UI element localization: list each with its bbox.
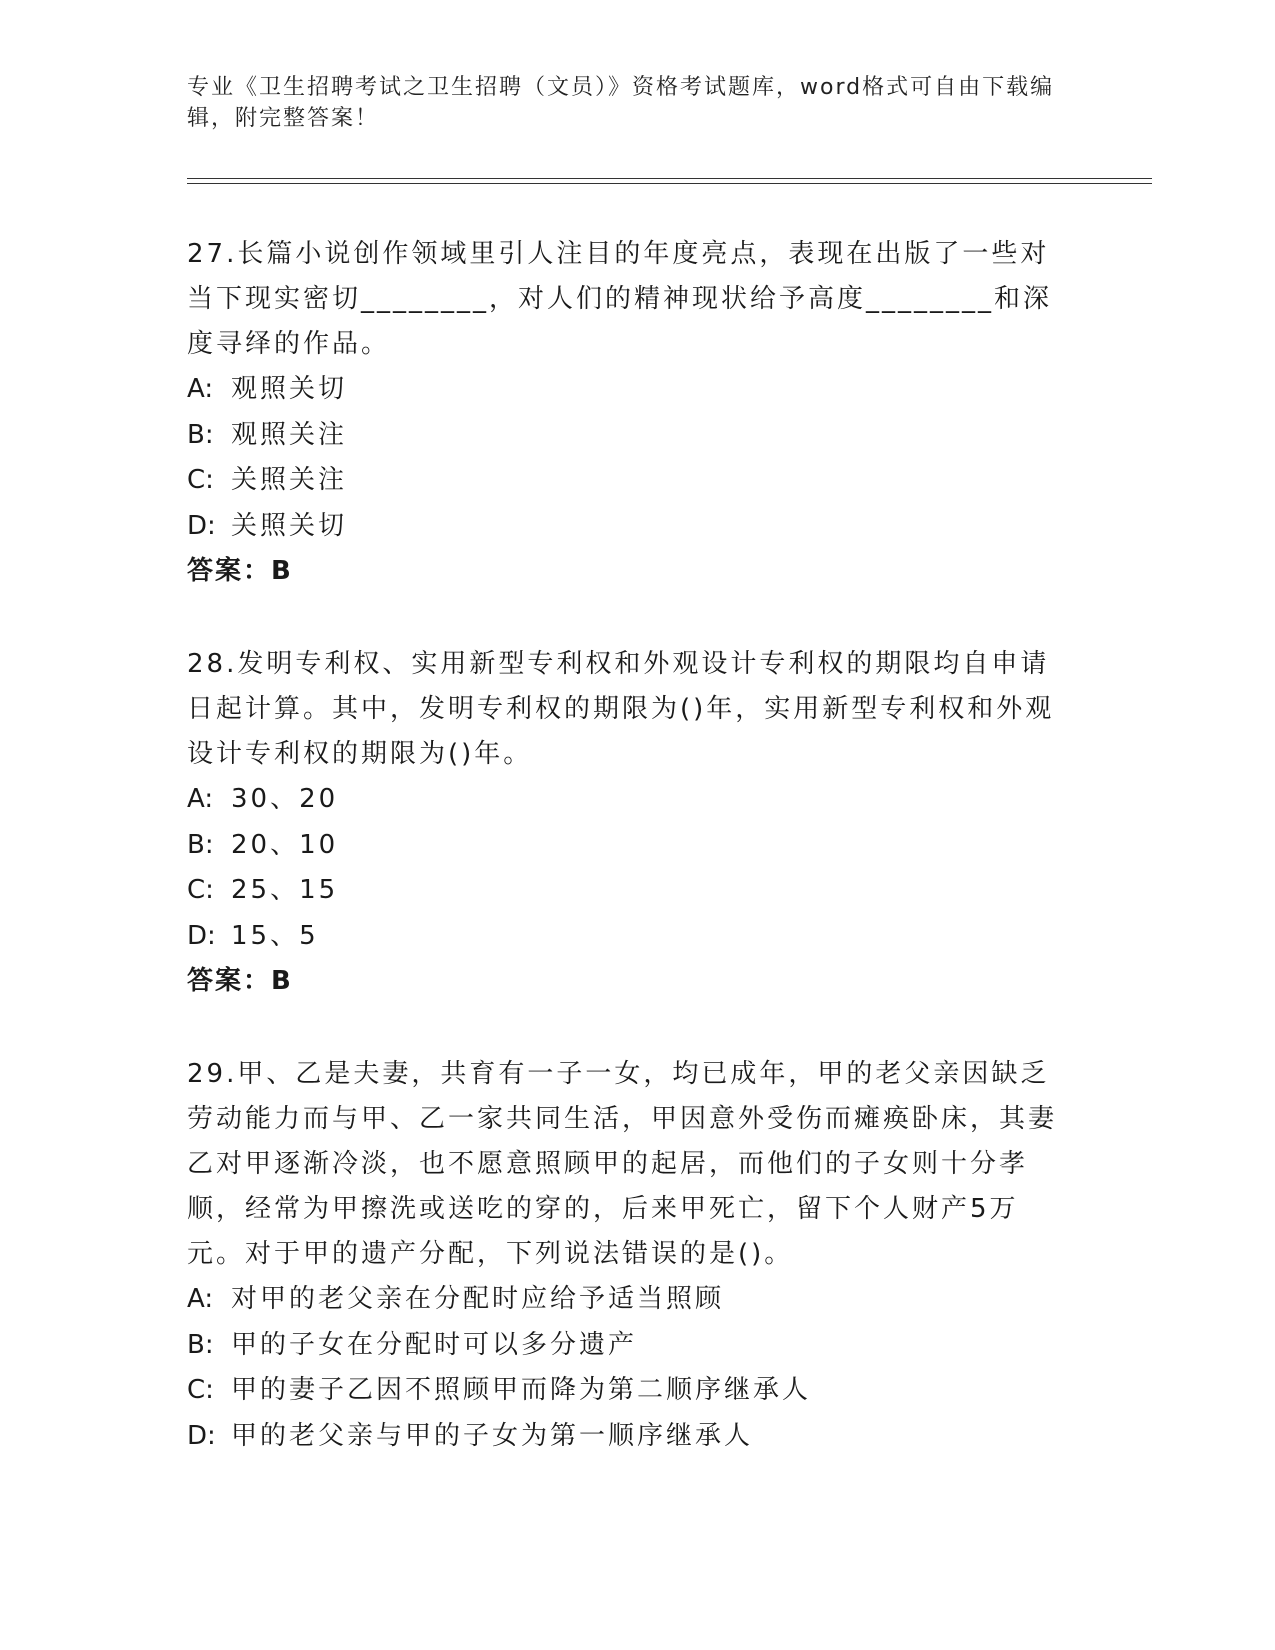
option-letter: A: (187, 374, 214, 404)
question-text: 27.长篇小说创作领域里引人注目的年度亮点，表现在出版了一些对当下现实密切________，对人们的精神现状给予高度________和深度寻绎的作品。 (187, 239, 1053, 359)
option-letter: D: (187, 510, 216, 541)
document-header: 专业《卫生招聘考试之卫生招聘（文员）》资格考试题库，word格式可自由下载编辑，附完整答案！ (187, 75, 1055, 131)
header-divider-bottom (187, 183, 1152, 184)
option-letter: A: (187, 784, 214, 814)
question-27 (187, 232, 1067, 594)
option-text: 关照关注 (231, 465, 348, 495)
option-d (187, 914, 1067, 960)
option-letter: C: (187, 465, 214, 495)
header-divider-top (187, 178, 1152, 179)
answer-label: 答案：B (187, 556, 293, 586)
option-letter: A: (187, 1284, 214, 1314)
option-letter: C: (187, 875, 214, 905)
question-28 (187, 642, 1067, 1004)
option-b (187, 823, 1067, 869)
option-letter: D: (187, 1420, 216, 1451)
option-d (187, 1414, 1067, 1460)
option-text: 对甲的老父亲在分配时应给予适当照顾 (231, 1284, 725, 1314)
option-b (187, 413, 1067, 459)
option-text: 关照关切 (231, 510, 348, 541)
option-a (187, 367, 1067, 413)
option-c (187, 868, 1067, 914)
option-a (187, 777, 1067, 823)
option-a (187, 1277, 1067, 1323)
option-letter: B: (187, 829, 214, 860)
question-text: 28.发明专利权、实用新型专利权和外观设计专利权的期限均自申请日起计算。其中，发明专利权的期限为()年，实用新型专利权和外观设计专利权的期限为()年。 (187, 649, 1055, 769)
option-c (187, 1368, 1067, 1414)
option-text: 观照关切 (231, 374, 348, 404)
option-letter: B: (187, 419, 214, 450)
option-text: 观照关注 (231, 419, 348, 450)
answer-label: 答案：B (187, 966, 293, 996)
option-c (187, 458, 1067, 504)
question-text: 29.甲、乙是夫妻，共育有一子一女，均已成年，甲的老父亲因缺乏劳动能力而与甲、乙一家共同生活，甲因意外受伤而瘫痪卧床，其妻乙对甲逐渐冷淡，也不愿意照顾甲的起居，而他们的子女则十分孝顺，经常为甲擦洗或送吃的穿的，后来甲死亡，留下个人财产5万元。对于甲的遗产分配，下列说法错误的是()。 (187, 1059, 1058, 1269)
option-text: 20、10 (231, 829, 339, 860)
option-text: 甲的老父亲与甲的子女为第一顺序继承人 (231, 1420, 754, 1451)
option-d (187, 504, 1067, 550)
question-29 (187, 1052, 1067, 1459)
option-b (187, 1323, 1067, 1369)
option-text: 25、15 (231, 875, 339, 905)
option-text: 甲的妻子乙因不照顾甲而降为第二顺序继承人 (231, 1375, 812, 1405)
option-text: 30、20 (231, 784, 339, 814)
option-letter: B: (187, 1329, 214, 1360)
option-text: 甲的子女在分配时可以多分遗产 (231, 1329, 638, 1360)
option-letter: D: (187, 920, 216, 951)
option-text: 15、5 (231, 920, 319, 951)
option-letter: C: (187, 1375, 214, 1405)
